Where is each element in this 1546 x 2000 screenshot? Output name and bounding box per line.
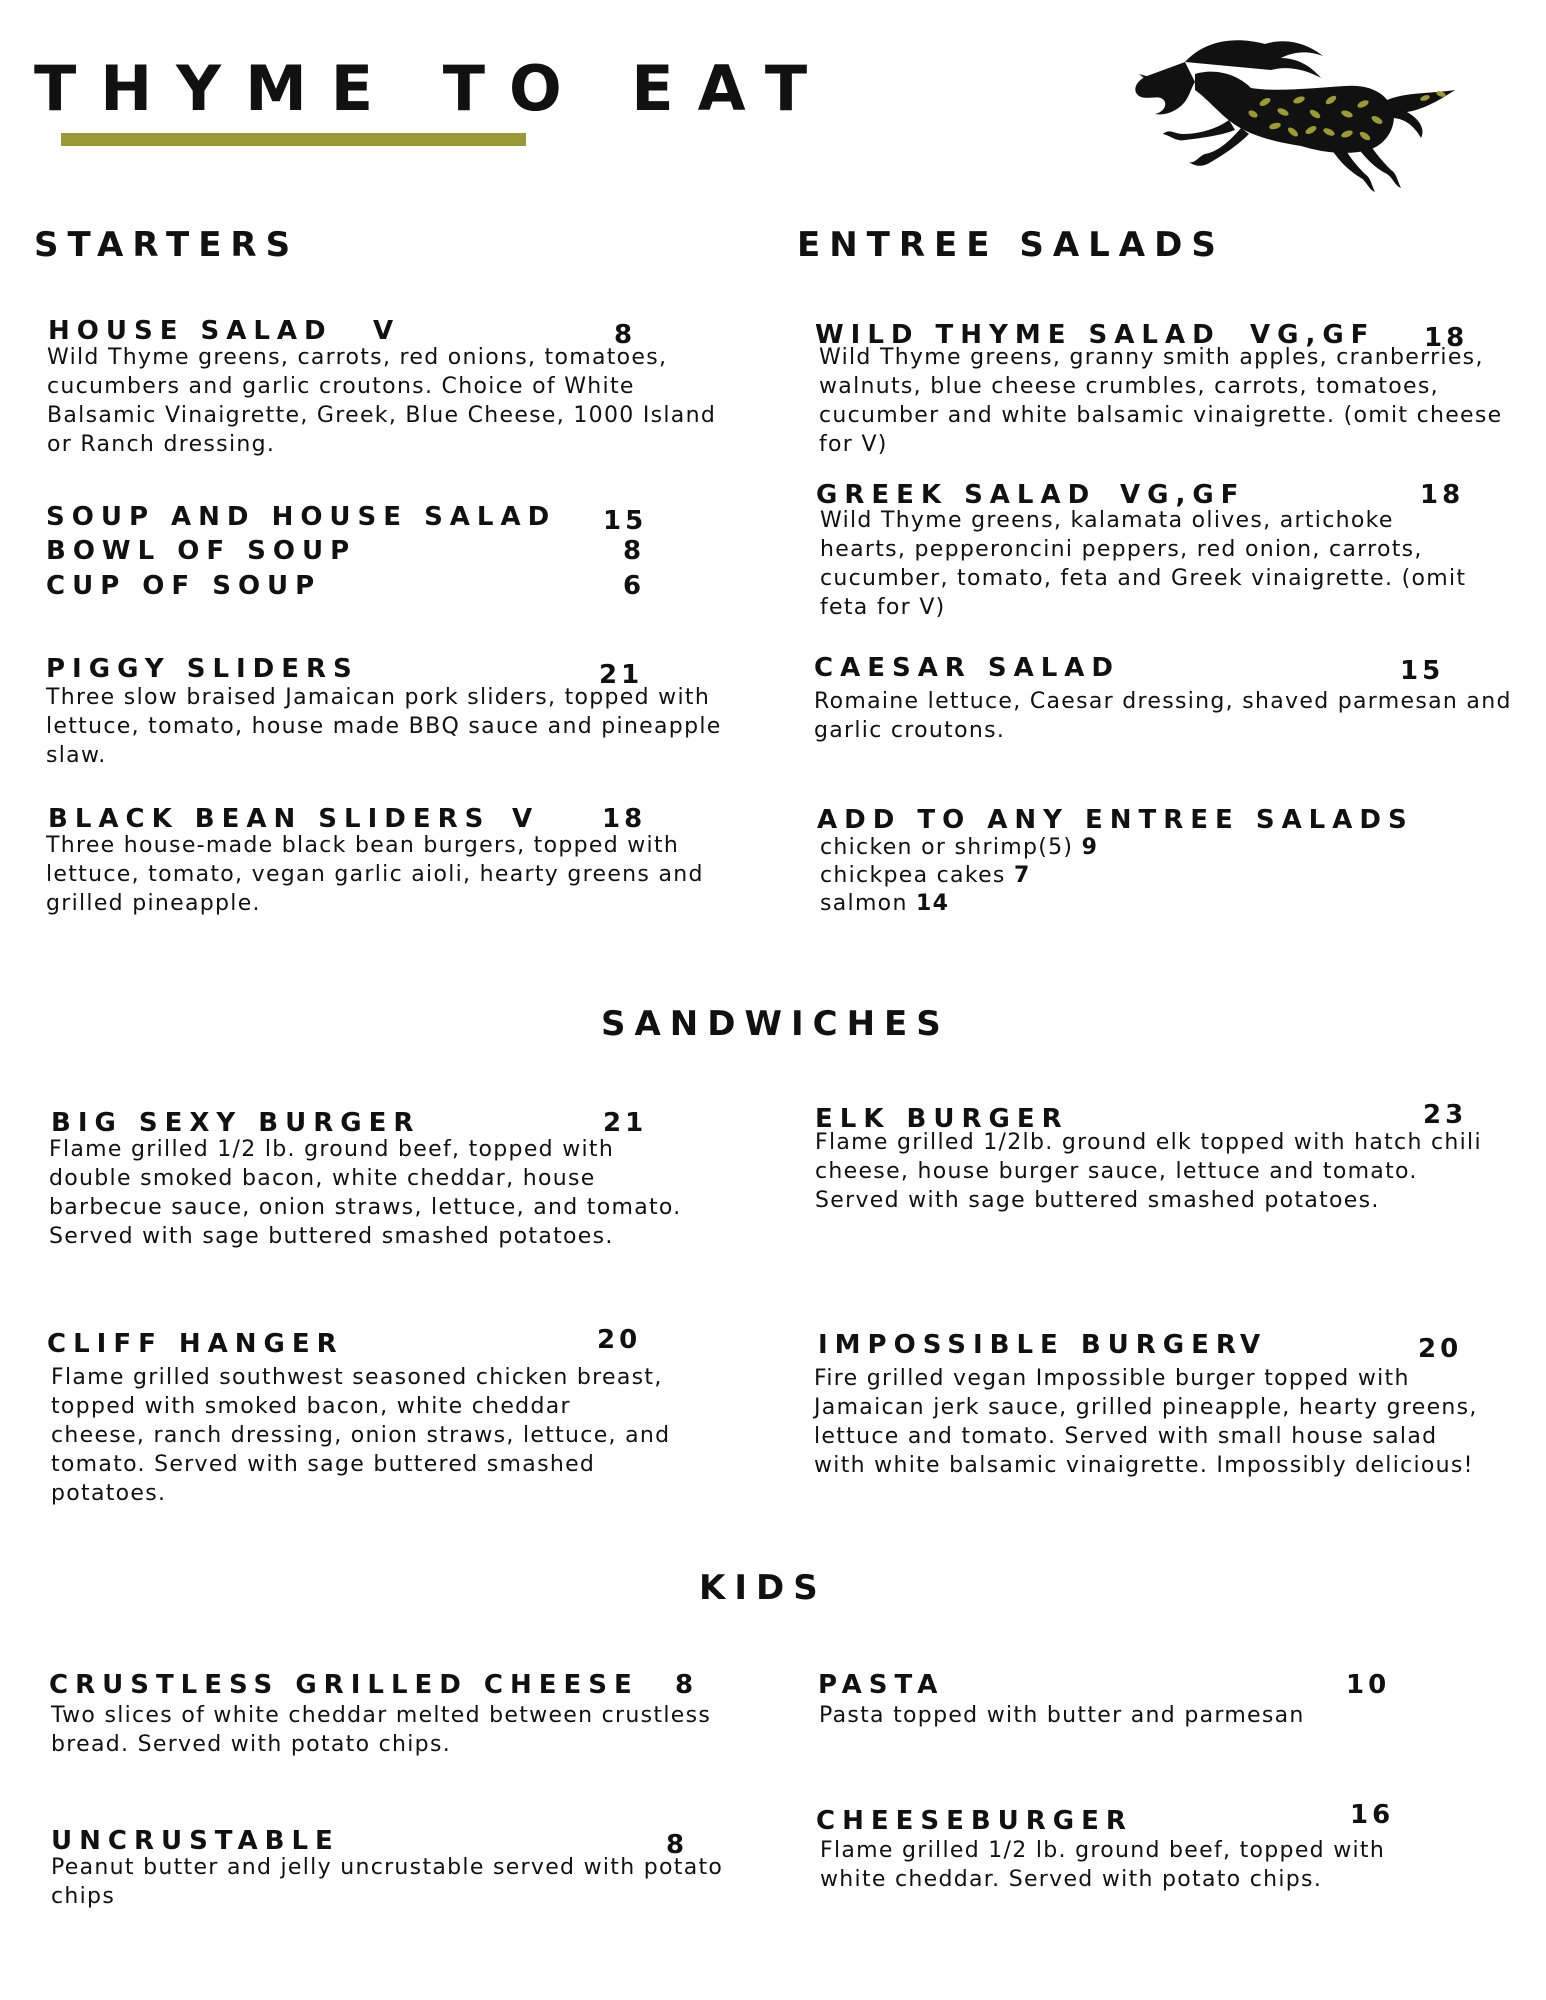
item-price-house-salad: 8 bbox=[614, 320, 637, 350]
item-price-black-bean-sliders: 18 bbox=[602, 804, 647, 834]
addon-price: 7 bbox=[1014, 863, 1031, 888]
addon-price: 14 bbox=[916, 891, 950, 916]
item-tag-wild-thyme-salad: VG,GF bbox=[1250, 320, 1376, 350]
item-name-soup-house-salad: SOUP AND HOUSE SALAD bbox=[46, 502, 557, 532]
item-price-bowl-of-soup: 8 bbox=[623, 536, 646, 566]
item-price-cup-of-soup: 6 bbox=[623, 571, 646, 601]
item-tag-house-salad: V bbox=[373, 316, 401, 346]
item-name-piggy-sliders: PIGGY SLIDERS bbox=[46, 654, 359, 684]
addon-label: chickpea cakes bbox=[820, 863, 1006, 888]
addon-price: 9 bbox=[1081, 835, 1099, 860]
item-price-uncrustable: 8 bbox=[666, 1830, 689, 1860]
section-heading-kids: KIDS bbox=[699, 1568, 827, 1608]
item-desc-greek-salad: Wild Thyme greens, kalamata olives, artichoke hearts, pepperoncini peppers, red onion, carrots, cucumber, tomato, feta and Greek vinaigrette. (omit feta for V) bbox=[820, 508, 1467, 620]
addon-label: chicken or shrimp(5) bbox=[820, 835, 1074, 860]
item-desc-impossible-burger: Fire grilled vegan Impossible burger topped with Jamaican jerk sauce, grilled pineapple, hearty greens, lettuce and tomato. Served with small house salad with white balsamic vinaigrette. Impossibly delicious! bbox=[814, 1366, 1478, 1478]
addon-label: salmon bbox=[820, 891, 908, 916]
item-price-piggy-sliders: 21 bbox=[599, 660, 644, 690]
item-price-cliff-hanger: 20 bbox=[597, 1325, 642, 1355]
item-price-big-sexy-burger: 21 bbox=[603, 1108, 648, 1138]
item-name-cheeseburger: CHEESEBURGER bbox=[816, 1806, 1133, 1836]
item-tag-greek-salad: VG,GF bbox=[1120, 480, 1246, 510]
addon-item bbox=[820, 834, 1098, 862]
item-name-cliff-hanger: CLIFF HANGER bbox=[47, 1329, 344, 1359]
item-desc-caesar-salad: Romaine lettuce, Caesar dressing, shaved parmesan and garlic croutons. bbox=[814, 689, 1512, 743]
item-price-crustless-grilled-cheese: 8 bbox=[675, 1670, 698, 1700]
item-name-pasta: PASTA bbox=[818, 1670, 945, 1700]
title-underline bbox=[61, 133, 526, 146]
leaping-horse-logo-icon bbox=[1125, 34, 1460, 194]
item-name-caesar-salad: CAESAR SALAD bbox=[814, 653, 1121, 683]
item-name-elk-burger: ELK BURGER bbox=[815, 1104, 1069, 1134]
item-price-impossible-burger: 20 bbox=[1418, 1334, 1463, 1364]
item-price-greek-salad: 18 bbox=[1420, 480, 1465, 510]
item-price-pasta: 10 bbox=[1346, 1670, 1391, 1700]
item-desc-big-sexy-burger: Flame grilled 1/2 lb. ground beef, topped with double smoked bacon, white cheddar, house barbecue sauce, onion straws, lettuce, and tomato. Served with sage buttered smashed potatoes. bbox=[49, 1137, 682, 1249]
menu-title: THYME TO EAT bbox=[34, 52, 832, 125]
item-price-soup-house-salad: 15 bbox=[603, 506, 648, 536]
item-tag-impossible-burger: V bbox=[1240, 1330, 1268, 1360]
item-name-greek-salad: GREEK SALAD bbox=[816, 480, 1097, 510]
item-name-impossible-burger: IMPOSSIBLE BURGER bbox=[818, 1330, 1243, 1360]
item-desc-house-salad: Wild Thyme greens, carrots, red onions, tomatoes, cucumbers and garlic croutons. Choice of White Balsamic Vinaigrette, Greek, Blue Cheese, 1000 Island or Ranch dressing. bbox=[47, 345, 717, 457]
item-desc-uncrustable: Peanut butter and jelly uncrustable served with potato chips bbox=[51, 1855, 724, 1909]
item-desc-crustless-grilled-cheese: Two slices of white cheddar melted between crustless bread. Served with potato chips. bbox=[51, 1703, 712, 1757]
item-name-house-salad: HOUSE SALAD bbox=[48, 316, 333, 346]
item-name-black-bean-sliders: BLACK BEAN SLIDERS bbox=[48, 804, 491, 834]
addon-item bbox=[820, 862, 1031, 890]
item-desc-black-bean-sliders: Three house-made black bean burgers, topped with lettuce, tomato, vegan garlic aioli, hearty greens and grilled pineapple. bbox=[46, 833, 704, 916]
item-price-elk-burger: 23 bbox=[1423, 1100, 1468, 1130]
item-desc-cliff-hanger: Flame grilled southwest seasoned chicken breast, topped with smoked bacon, white cheddar cheese, ranch dressing, onion straws, lettuce, and tomato. Served with sage buttered smashed potatoes. bbox=[51, 1365, 671, 1506]
section-heading-sandwiches: SANDWICHES bbox=[601, 1004, 950, 1044]
item-name-big-sexy-burger: BIG SEXY BURGER bbox=[51, 1108, 421, 1138]
item-desc-piggy-sliders: Three slow braised Jamaican pork sliders, topped with lettuce, tomato, house made BBQ sauce and pineapple slaw. bbox=[46, 685, 722, 768]
section-heading-starters: STARTERS bbox=[34, 225, 300, 265]
section-heading-entree-salads: ENTREE SALADS bbox=[797, 225, 1225, 265]
addon-item bbox=[820, 890, 949, 918]
item-name-bowl-of-soup: BOWL OF SOUP bbox=[46, 536, 357, 566]
item-name-crustless-grilled-cheese: CRUSTLESS GRILLED CHEESE bbox=[49, 1670, 639, 1700]
item-tag-black-bean-sliders: V bbox=[512, 804, 540, 834]
item-desc-pasta: Pasta topped with butter and parmesan bbox=[819, 1703, 1305, 1728]
item-desc-wild-thyme-salad: Wild Thyme greens, granny smith apples, cranberries, walnuts, blue cheese crumbles, carrots, tomatoes, cucumber and white balsamic vinaigrette. (omit cheese for V) bbox=[819, 345, 1503, 457]
item-price-cheeseburger: 16 bbox=[1350, 1800, 1395, 1830]
item-price-wild-thyme-salad: 18 bbox=[1424, 323, 1469, 353]
item-desc-cheeseburger: Flame grilled 1/2 lb. ground beef, topped with white cheddar. Served with potato chips. bbox=[820, 1838, 1386, 1892]
item-desc-elk-burger: Flame grilled 1/2lb. ground elk topped with hatch chili cheese, house burger sauce, lettuce and tomato. Served with sage buttered smashed potatoes. bbox=[815, 1130, 1482, 1213]
item-name-wild-thyme-salad: WILD THYME SALAD bbox=[815, 320, 1221, 350]
item-price-caesar-salad: 15 bbox=[1400, 656, 1445, 686]
item-name-cup-of-soup: CUP OF SOUP bbox=[46, 571, 322, 601]
addons-heading: ADD TO ANY ENTREE SALADS bbox=[817, 805, 1414, 835]
item-name-uncrustable: UNCRUSTABLE bbox=[51, 1826, 340, 1856]
